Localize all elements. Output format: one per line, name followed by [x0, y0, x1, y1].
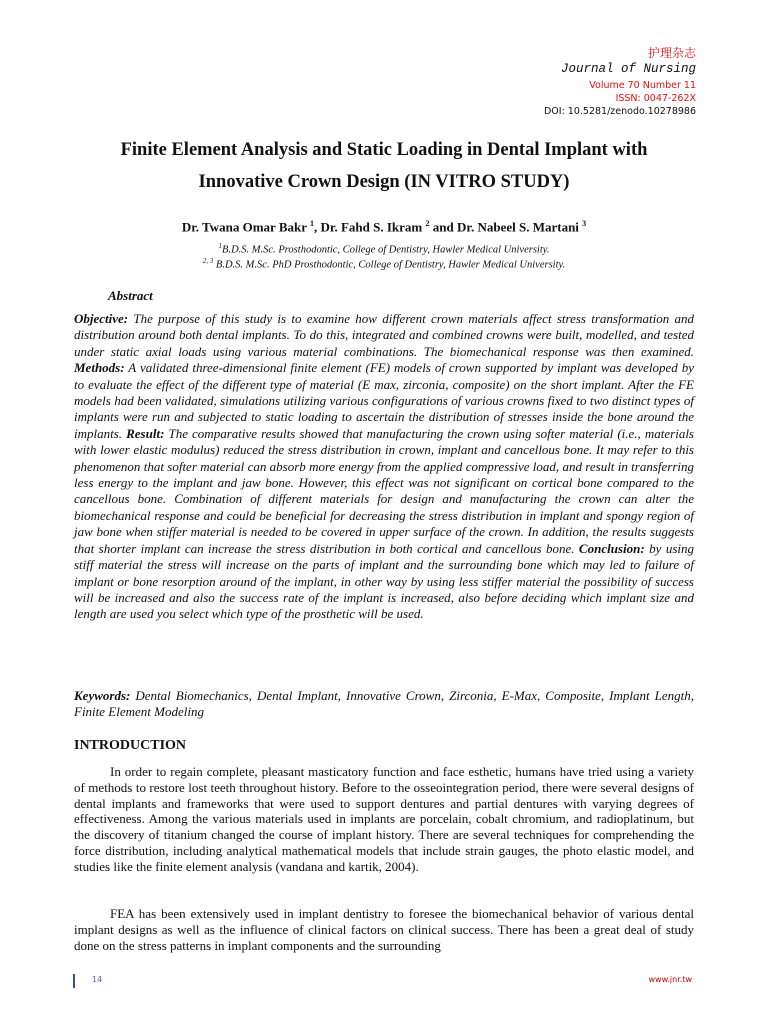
paper-title-line-2: Innovative Crown Design (IN VITRO STUDY) — [198, 172, 570, 192]
conclusion-label: Conclusion: — [578, 540, 645, 556]
journal-chinese-title: 护理杂志 — [647, 46, 696, 60]
paper-title — [60, 134, 708, 198]
journal-english-title: Journal of Nursing — [560, 62, 696, 76]
keywords — [74, 688, 694, 721]
author-3: Dr. Nabeel S. Martani — [456, 219, 579, 235]
abstract-heading: Abstract — [108, 288, 153, 303]
affiliation-2-mark: 2, 3 — [202, 257, 214, 265]
abstract-body — [74, 311, 694, 623]
author-separator: and — [429, 219, 457, 235]
objective-label: Objective: — [74, 311, 129, 326]
affiliation-1-text: B.D.S. M.Sc. Prosthodontic, College of Dentistry, Hawler Medical University. — [222, 244, 550, 256]
author-2-affiliation-mark: 2 — [425, 219, 430, 228]
author-1: Dr. Twana Omar Bakr — [181, 219, 307, 235]
affiliation-1 — [60, 242, 708, 256]
keywords-text: Dental Biomechanics, Dental Implant, Innovative Crown, Zirconia, E-Max, Composite, Implant Length, Finite Element Modeling — [74, 688, 694, 720]
page-number: 14 — [92, 975, 103, 984]
affiliation-2 — [60, 257, 708, 271]
result-text: The comparative results showed that manufacturing the crown using softer material (i.e., materials with lower elastic modulus) reduced the stress distribution in crown, implant and cancellous bone. It may refer to this phenomenon that softer material can absorb more energy from the applied compressive load, and result in transferring less energy to the implant and jaw bone. However, this effect was not significant on cortical bone compared to the cancellous bone. Combination of different materials for design and manufacturing the crown can alter the biomechanical response and could be beneficial for decreasing the stress distribution in implant and spongy region of jaw bone when stiffer material is needed to be covered in upper surface of the crown. In addition, the results suggests that shorter implant can increase the stress distribution in both cortical and cancellous bone. — [74, 425, 694, 556]
paper-title-line-1: Finite Element Analysis and Static Loading in Dental Implant with — [120, 140, 648, 160]
result-label: Result: — [126, 425, 165, 441]
author-3-affiliation-mark: 3 — [582, 219, 587, 228]
affiliation-1-mark: 1 — [218, 242, 223, 250]
objective-text: The purpose of this study is to examine how different crown materials affect stress transformation and distribution around both dental implants. To do this, integrated and combined crowns were built, modelled, and tested under static axial loads using various material combinations. The biomechanical response was then examined. — [74, 311, 694, 359]
journal-volume: Volume 70 Number 11 — [589, 80, 696, 91]
introduction-paragraph-2: FEA has been extensively used in implant dentistry to foresee the biomechanical behavior of various dental implant designs as well as the influence of clinical factors on clinical success. There has been a great deal of study done on the stress patterns in implant components and the surrounding — [74, 906, 694, 953]
journal-issn: ISSN: 0047-262X — [615, 93, 696, 104]
keywords-label: Keywords: — [74, 688, 131, 703]
conclusion-text: by using stiff material the stress will increase on the parts of implant and the surrounding bone which may led to failure of implant or bone resorption around of the implant, in other way by using less stiffer material the possibility of success will be increased and also the success rate of the implant is increased, also before deciding which implant size and length are used you select which type of the prosthetic will be used. — [74, 540, 694, 622]
author-list — [60, 219, 708, 235]
author-2: Dr. Fahd S. Ikram — [320, 219, 423, 235]
journal-website-link[interactable]: www.jnr.tw — [648, 975, 692, 984]
introduction-heading: INTRODUCTION — [74, 738, 187, 753]
methods-text: A validated three-dimensional finite element (FE) models of crown supported by implant was developed by to evaluate the effect of the different type of material (E max, zirconia, composite) on the short implant. After the FE models had been validated, simulations utilizing various configurations of various crowns fixed to two distinct types of implants were run and subjected to static loading to ascertain the distribution of stresses inside the bone around the implants. — [74, 360, 694, 441]
introduction-paragraph-1: In order to regain complete, pleasant masticatory function and face esthetic, humans have tried using a variety of methods to restore lost teeth throughout history. Before to the osseointegration period, there were several designs of dental implants and frameworks that were used to support dentures and partial dentures with varying degrees of effectiveness. Among the various materials used in implants are porcelain, cobalt chromium, and radioplatinum, but the discovery of titanium changed the course of implant history. There are several techniques for comprehending the force distribution, including analytical mathematical models that include strain gauges, the photo elastic model, and studies like the finite element analysis (vandana and kartik, 2004). — [74, 764, 694, 874]
affiliation-2-text: B.D.S. M.Sc. PhD Prosthodontic, College of Dentistry, Hawler Medical University. — [213, 259, 566, 271]
article-doi[interactable]: DOI: 10.5281/zenodo.10278986 — [543, 106, 696, 117]
footer-accent-bar — [73, 974, 75, 988]
author-1-affiliation-mark: 1 — [310, 219, 315, 228]
author-separator: , — [314, 219, 321, 235]
methods-label: Methods: — [74, 360, 125, 376]
